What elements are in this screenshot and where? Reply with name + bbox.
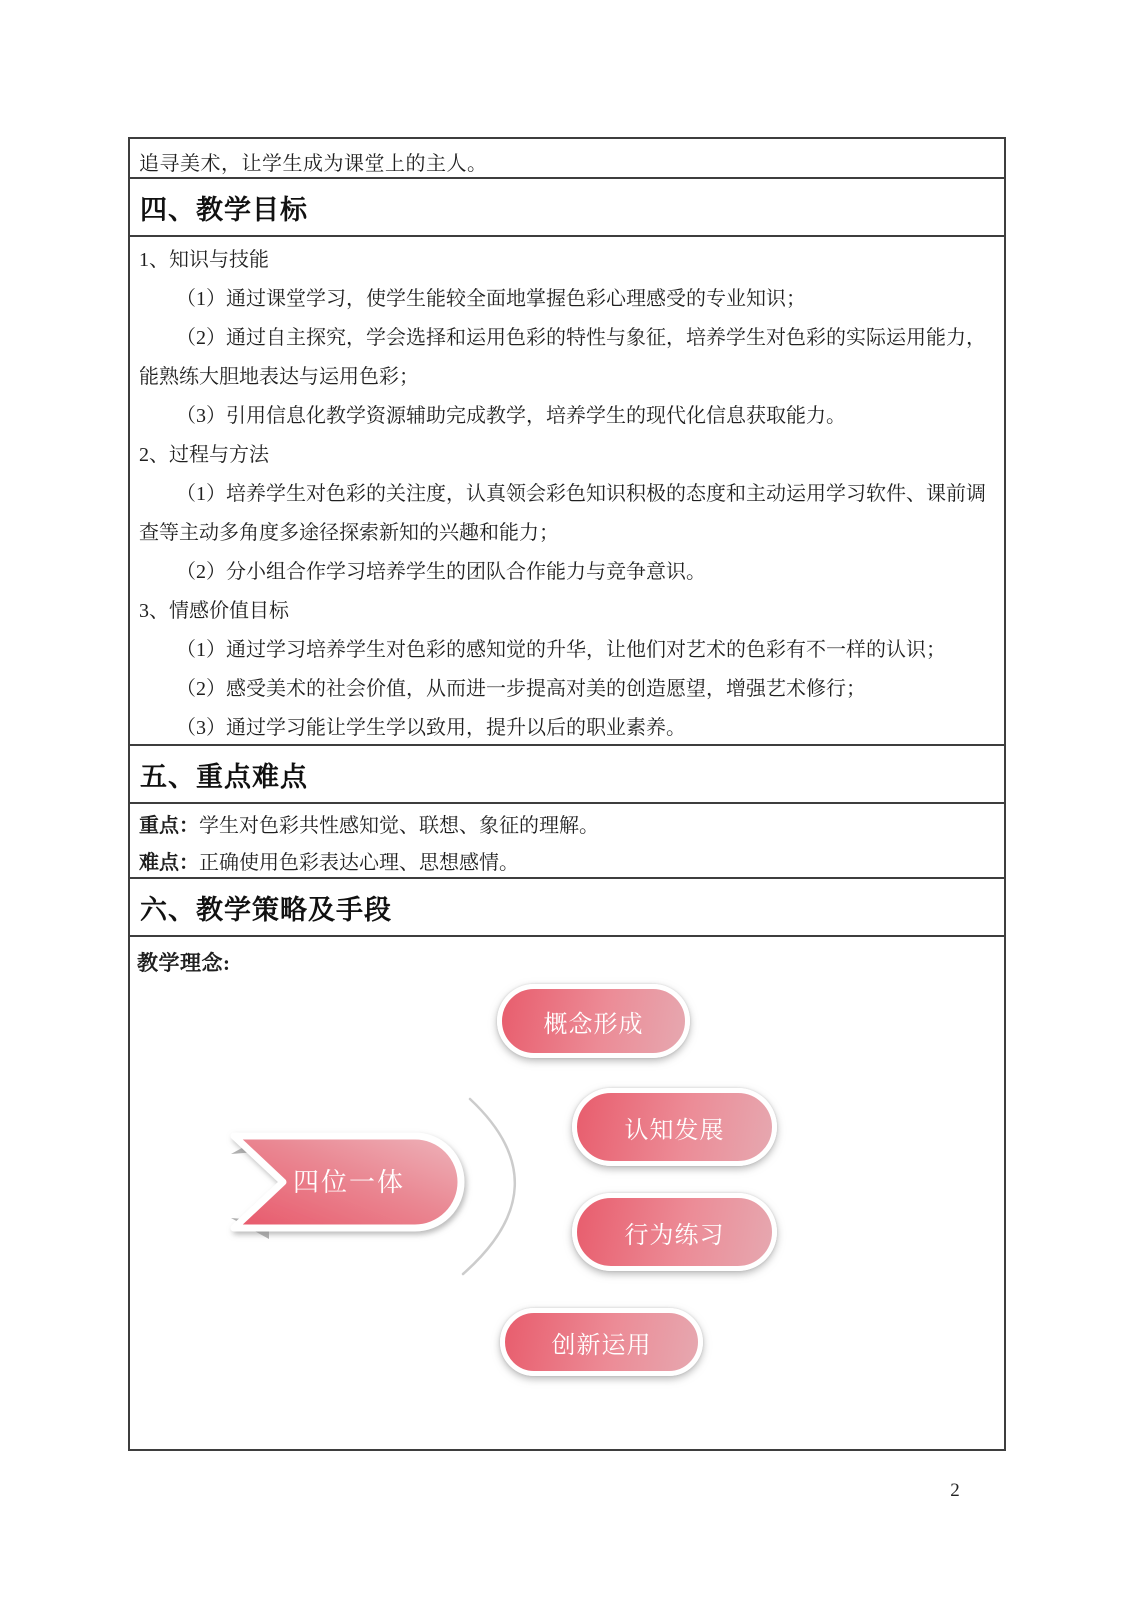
pill-innovative-application bbox=[500, 1308, 703, 1376]
objective-paragraph: （1）通过课堂学习，使学生能较全面地掌握色彩心理感受的专业知识； bbox=[176, 288, 806, 310]
pill-cognitive-development bbox=[572, 1088, 777, 1166]
arc-connector bbox=[456, 1096, 522, 1278]
objective-paragraph: 1、知识与技能 bbox=[139, 249, 269, 271]
objective-paragraph: （1）通过学习培养学生对色彩的感知觉的升华，让他们对艺术的色彩有不一样的认识； bbox=[176, 639, 946, 661]
difficult-point-label: 难点： bbox=[139, 852, 199, 874]
section4-title: 四、教学目标 bbox=[140, 194, 308, 225]
key-point-text: 学生对色彩共性感知觉、联想、象征的理解。 bbox=[199, 815, 599, 837]
intro-text: 追寻美术，让学生成为课堂上的主人。 bbox=[139, 153, 488, 175]
teaching-strategy-cell bbox=[130, 937, 1004, 1449]
arc-connector-graphic bbox=[456, 1096, 522, 1278]
section5-title: 五、重点难点 bbox=[140, 761, 308, 792]
difficult-point-line bbox=[139, 845, 994, 879]
intro-row bbox=[130, 139, 1004, 179]
page-number: 2 bbox=[950, 1480, 960, 1501]
objective-paragraph: （2）感受美术的社会价值，从而进一步提高对美的创造愿望，增强艺术修行； bbox=[176, 678, 866, 700]
section6-title: 六、教学策略及手段 bbox=[140, 894, 392, 925]
teaching-concept-label: 教学理念: bbox=[137, 951, 231, 975]
difficult-point-text: 正确使用色彩表达心理、思想感情。 bbox=[199, 852, 519, 874]
objective-paragraph: 2、过程与方法 bbox=[139, 444, 269, 466]
pill-label: 行为练习 bbox=[624, 1221, 725, 1249]
objective-paragraph: （3）通过学习能让学生学以致用，提升以后的职业素养。 bbox=[176, 717, 686, 739]
pill-label: 概念形成 bbox=[543, 1010, 644, 1038]
section6-heading-row bbox=[130, 879, 1004, 937]
pill-concept-formation bbox=[497, 984, 690, 1058]
pill-label: 创新运用 bbox=[551, 1331, 652, 1359]
objective-paragraph: （2）通过自主探究，学会选择和运用色彩的特性与象征，培养学生对色彩的实际运用能力，能熟练大胆地表达与运用色彩； bbox=[139, 327, 986, 388]
arrow-banner-graphic bbox=[225, 1124, 473, 1248]
section4-body-row bbox=[130, 237, 1004, 746]
pill-behavior-practice bbox=[572, 1193, 777, 1271]
objective-paragraph: （3）引用信息化教学资源辅助完成教学，培养学生的现代化信息获取能力。 bbox=[176, 405, 846, 427]
section4-heading-row bbox=[130, 179, 1004, 237]
section5-body-row bbox=[130, 804, 1004, 879]
arrow-banner-label: 四位一体 bbox=[292, 1167, 406, 1197]
four-in-one-arrow-banner bbox=[225, 1124, 473, 1248]
objective-paragraph: （2）分小组合作学习培养学生的团队合作能力与竞争意识。 bbox=[176, 561, 706, 583]
lesson-plan-table bbox=[128, 137, 1006, 1451]
key-point-label: 重点： bbox=[139, 815, 199, 837]
objective-paragraph: （1）培养学生对色彩的关注度，认真领会彩色知识积极的态度和主动运用学习软件、课前调查等主动多角度多途径探索新知的兴趣和能力； bbox=[139, 483, 986, 544]
objective-paragraph: 3、情感价值目标 bbox=[139, 600, 289, 622]
key-point-line bbox=[139, 808, 994, 845]
section5-heading-row bbox=[130, 746, 1004, 804]
pill-label: 认知发展 bbox=[624, 1116, 725, 1144]
